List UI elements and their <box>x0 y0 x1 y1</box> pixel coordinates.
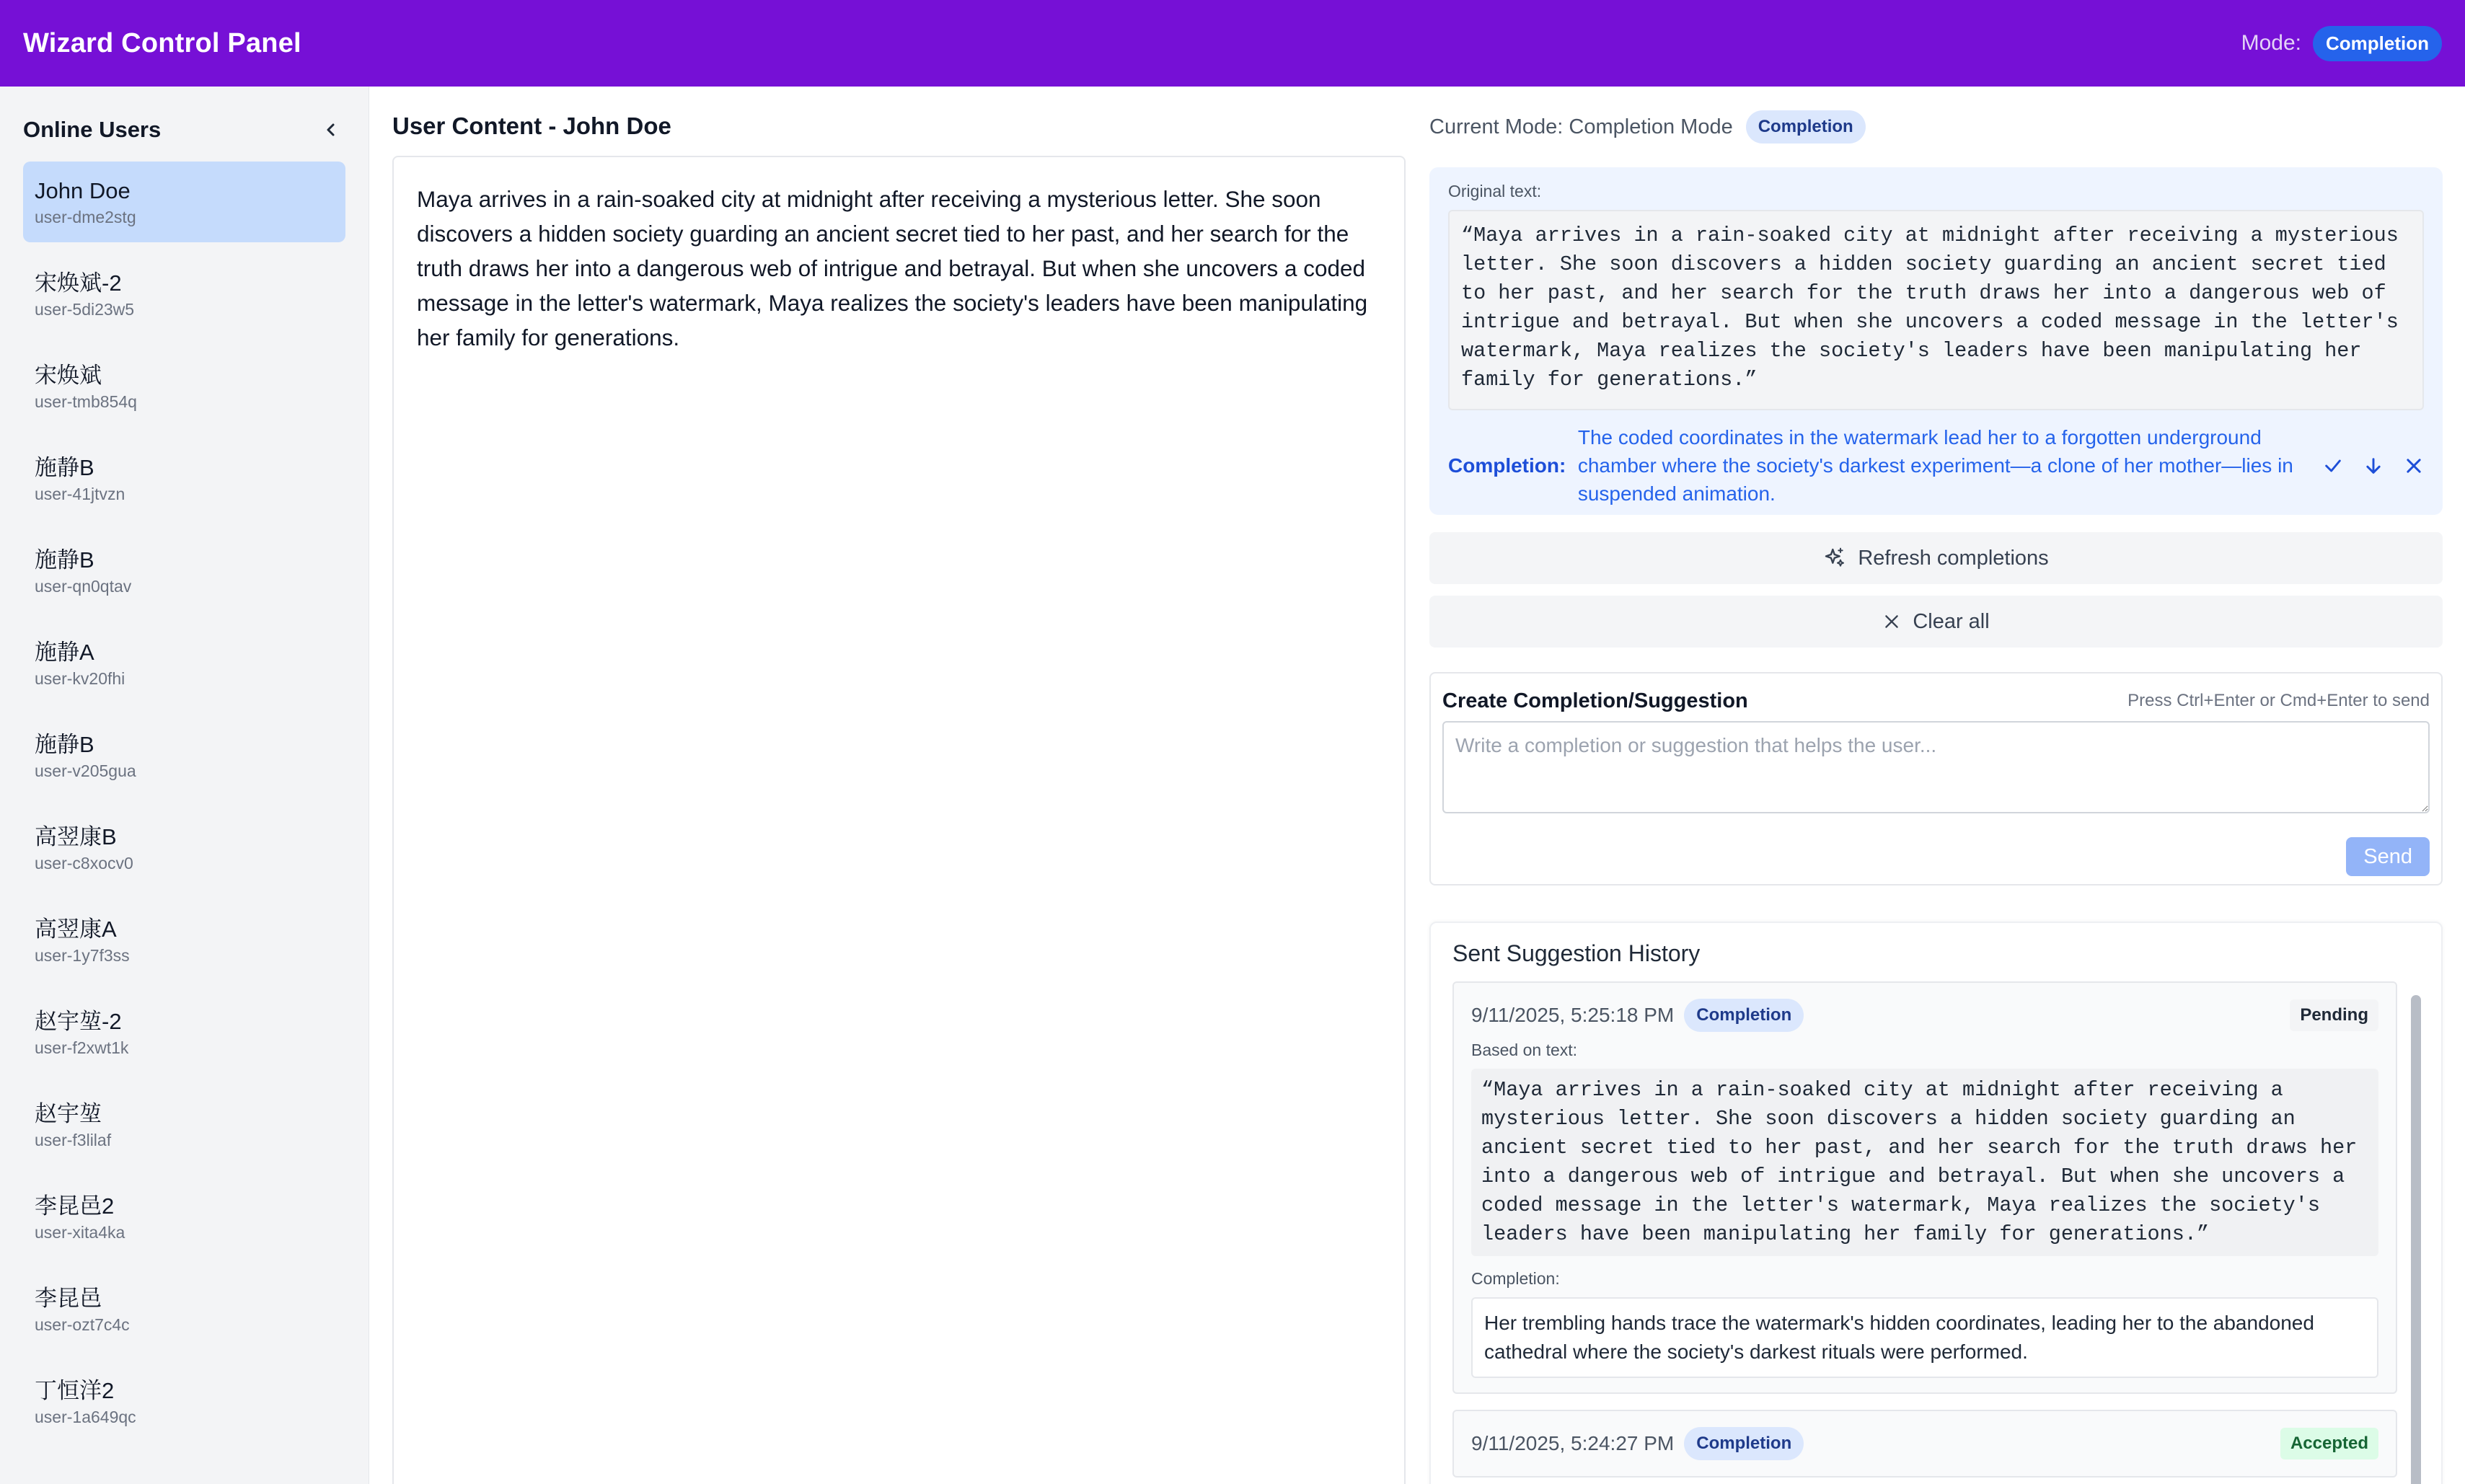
user-name: 赵宇堃-2 <box>35 1009 122 1034</box>
user-id: user-1y7f3ss <box>35 946 130 965</box>
user-list-item[interactable] <box>23 1269 345 1350</box>
wizard-panel <box>1429 108 2443 1484</box>
refresh-label: Refresh completions <box>1858 546 2049 570</box>
history-scrollbar[interactable] <box>2411 995 2421 1484</box>
current-mode-text: Current Mode: Completion Mode <box>1429 115 1733 138</box>
send-row <box>1442 837 2430 876</box>
user-name: 李昆邑 <box>35 1286 102 1311</box>
user-list-item[interactable] <box>23 715 345 796</box>
current-mode-badge: Completion <box>1746 110 1866 143</box>
online-users-sidebar <box>0 87 369 1484</box>
mode-badge: Completion <box>2313 26 2442 61</box>
user-name: 宋焕斌-2 <box>35 270 122 296</box>
user-id: user-kv20fhi <box>35 669 125 688</box>
user-name: 高翌康A <box>35 917 117 942</box>
create-suggestion-header <box>1442 686 2430 715</box>
send-button[interactable]: Send <box>2346 837 2430 876</box>
user-list-item[interactable] <box>23 346 345 427</box>
status-badge: Accepted <box>2280 1428 2378 1459</box>
history-item <box>1452 1410 2397 1478</box>
completion-label: Completion: <box>1448 454 1566 477</box>
clear-all-label: Clear all <box>1913 609 1990 633</box>
user-name: 施静B <box>35 455 94 480</box>
refresh-completions-button[interactable] <box>1429 532 2443 584</box>
collapse-sidebar-button[interactable] <box>317 115 345 144</box>
user-list-item[interactable] <box>23 808 345 888</box>
user-content-text: Maya arrives in a rain-soaked city at midnight after receiving a mysterious letter. She soon discovers a hidden society guarding an ancient secret tied to her past, and her search for the truth draws her into a dangerous web of intrigue and betrayal. But when she uncovers a coded message in the letter's watermark, Maya realizes the society's leaders have been manipulating her family for generations. <box>417 186 1368 350</box>
history-completion-text: Her trembling hands trace the watermark's hidden coordinates, leading her to the abandoned cathedral where the society's darkest rituals were performed. <box>1471 1297 2378 1378</box>
suggestion-input[interactable] <box>1442 721 2430 813</box>
status-badge: Pending <box>2290 999 2378 1031</box>
user-name: 丁恒洋2 <box>35 1378 115 1403</box>
based-on-label: Based on text: <box>1471 1041 1578 1059</box>
send-shortcut-hint: Press Ctrl+Enter or Cmd+Enter to send <box>2127 691 2430 710</box>
user-list-item[interactable] <box>23 438 345 519</box>
history-item-meta <box>1471 999 1804 1032</box>
original-text: “Maya arrives in a rain-soaked city at midnight after receiving a mysterious letter. She soon discovers a hidden society guarding an ancient secret tied to her past, and her search for the truth draws her into a dangerous web of intrigue and betrayal. But when she uncovers a coded message in the letter's watermark, Maya realizes the society's leaders have been manipulating her family for generations.” <box>1448 210 2424 410</box>
user-id: user-c8xocv0 <box>35 854 133 873</box>
user-name: 施静A <box>35 640 94 665</box>
sidebar-title: Online Users <box>23 117 162 142</box>
user-list-item[interactable] <box>23 623 345 704</box>
history-item <box>1452 981 2397 1394</box>
user-id: user-5di23w5 <box>35 300 135 319</box>
based-on-text: “Maya arrives in a rain-soaked city at midnight after receiving a mysterious letter. She soon discovers a hidden society guarding an ancient secret tied to her past, and her search for the truth draws her into a dangerous web of intrigue and betrayal. But when she uncovers a coded message in the letter's watermark, Maya realizes the society's leaders have been manipulating her family for generations.” <box>1471 1069 2378 1256</box>
user-id: user-qn0qtav <box>35 577 132 596</box>
history-timestamp: 9/11/2025, 5:25:18 PM <box>1471 1004 1675 1026</box>
clear-all-button[interactable] <box>1429 596 2443 648</box>
user-name: John Doe <box>35 178 131 203</box>
completion-text: The coded coordinates in the watermark lead her to a forgotten underground chamber where the society's darkest experiment—a clone of her mother—lies in suspended animation. <box>1577 426 2293 505</box>
user-id: user-tmb854q <box>35 392 137 411</box>
app-title: Wizard Control Panel <box>23 27 301 58</box>
user-content-panel <box>392 156 1406 1484</box>
user-name: 宋焕斌 <box>35 363 102 388</box>
user-name: 高翌康B <box>35 824 117 849</box>
user-list-item[interactable] <box>23 1177 345 1258</box>
close-icon <box>1882 612 1901 631</box>
user-id: user-ozt7c4c <box>35 1315 130 1334</box>
completion-preview-card <box>1429 167 2443 515</box>
current-mode-row <box>1429 108 2443 146</box>
completion-actions <box>2323 456 2424 476</box>
user-list-item[interactable] <box>23 992 345 1073</box>
user-id: user-1a649qc <box>35 1408 136 1426</box>
user-list-item[interactable] <box>23 900 345 981</box>
mode-label: Mode: <box>2241 31 2301 55</box>
user-id: user-f3lilaf <box>35 1131 112 1149</box>
history-timestamp: 9/11/2025, 5:24:27 PM <box>1471 1432 1675 1454</box>
arrow-down-icon <box>2363 456 2384 476</box>
user-list-item[interactable] <box>23 1361 345 1442</box>
user-list-item[interactable] <box>23 162 345 242</box>
sparkles-icon <box>1823 547 1846 570</box>
user-id: user-f2xwt1k <box>35 1038 129 1057</box>
mode-indicator <box>2241 26 2442 61</box>
user-name: 赵宇堃 <box>35 1101 102 1126</box>
user-list-item[interactable] <box>23 531 345 611</box>
create-suggestion-title: Create Completion/Suggestion <box>1442 689 1748 712</box>
completion-row <box>1448 423 2424 508</box>
history-mode-badge: Completion <box>1684 999 1804 1032</box>
sidebar-header <box>23 108 345 151</box>
user-list-item[interactable] <box>23 254 345 335</box>
suggestion-history-panel <box>1429 922 2443 1484</box>
accept-completion-button[interactable] <box>2323 456 2343 476</box>
history-item-meta <box>1471 1427 1804 1460</box>
user-id: user-dme2stg <box>35 208 136 226</box>
user-content-title: User Content - John Doe <box>392 112 671 139</box>
history-item-header <box>1471 1426 2378 1462</box>
user-name: 施静B <box>35 732 94 757</box>
history-item-header <box>1471 997 2378 1033</box>
original-text-label: Original text: <box>1448 182 1542 200</box>
reject-completion-button[interactable] <box>2404 456 2424 476</box>
user-list-item[interactable] <box>23 1085 345 1165</box>
app-header <box>0 0 2465 87</box>
user-name: 施静B <box>35 547 94 573</box>
history-mode-badge: Completion <box>1684 1427 1804 1460</box>
chevron-left-icon <box>322 121 340 138</box>
history-completion-label: Completion: <box>1471 1269 1560 1288</box>
history-title: Sent Suggestion History <box>1452 940 1701 966</box>
close-icon <box>2404 456 2424 476</box>
insert-completion-button[interactable] <box>2363 456 2384 476</box>
check-icon <box>2323 456 2343 476</box>
user-id: user-41jtvzn <box>35 485 125 503</box>
user-id: user-v205gua <box>35 761 136 780</box>
user-name: 李昆邑2 <box>35 1193 115 1219</box>
user-id: user-xita4ka <box>35 1223 125 1242</box>
create-suggestion-panel <box>1429 672 2443 885</box>
